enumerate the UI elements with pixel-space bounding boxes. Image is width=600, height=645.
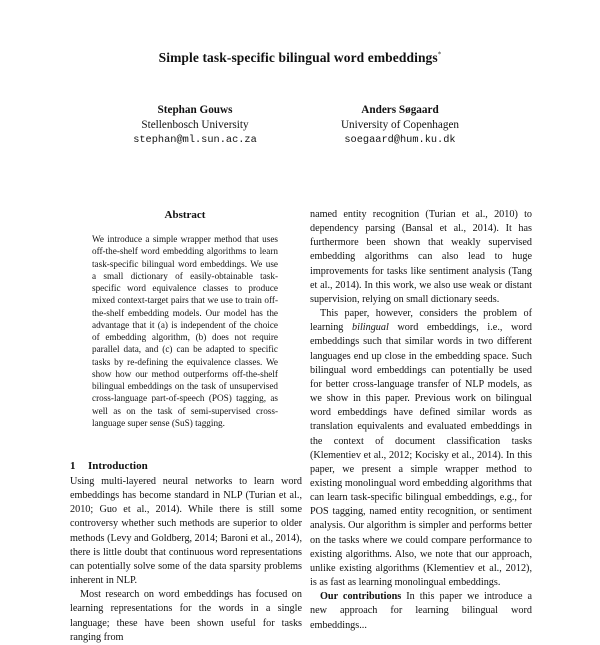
intro-paragraph: Using multi-layered neural networks to learn word embeddings has become standard in NLP (Turian et al., 2010; Guo et al., 2014). While there is still some controversy whether such methods are superior to older methods (Levy and Goldberg, 2014; Baroni et al., 2014), there is little doubt that continuous word representations can potentially solve some of the data sparsity problems inherent in NLP. (70, 476, 302, 587)
author-block-1 (95, 103, 295, 148)
author-affiliation: Stellenbosch University (141, 119, 249, 131)
text-run: In this paper we introduce a new approach for learning bilingual word embeddings... (310, 591, 533, 631)
section-heading (70, 460, 148, 472)
emphasis-text: bilingual (352, 322, 389, 334)
title-footnote-mark: * (437, 50, 442, 59)
author-affiliation: University of Copenhagen (340, 119, 460, 131)
right-column-body (310, 208, 533, 631)
author-email: soegaard@hum.ku.dk (344, 134, 456, 146)
body-paragraph: named entity recognition (Turian et al., 2010) to dependency parsing (Bansal et al., 2014). It has furthermore been shown that weakly supervised embedding algorithms can also lead to huge improvements for tasks like sentiment analysis (Tang et al., 2014). In this work, we also use weak or distant supervision, relying on small dictionary seeds. (310, 209, 532, 305)
title-text: Simple task-specific bilingual word embeddings (158, 50, 438, 65)
text-run: This paper, however, considers the problem of learning (310, 308, 532, 334)
author-email: stephan@ml.sun.ac.za (133, 134, 257, 146)
author-name: Anders Søgaard (361, 104, 439, 116)
intro-paragraph: Most research on word embeddings has focused on learning representations for the words in a single language; these have been shown useful for tasks ranging from (70, 589, 302, 643)
section-title: Introduction (88, 460, 148, 472)
left-column-body (70, 475, 302, 643)
abstract-body: We introduce a simple wrapper method that uses off-the-shelf word embedding algorithms to learn task-specific bilingual word embeddings. We use a small dictionary of easily-obtainable task-specific word equivalence classes to produce mixed context-target pairs that we use to train off-the-shelf embedding models. Our model has the advantage that it (a) is independent of the choice of embedding algorithm, (b) does not require parallel data, and (c) can be adapted to specific tasks by re-defining the equivalence classes. We show how our method outperforms off-the-shelf bilingual embeddings on the task of unsupervised cross-language part-of-speech (POS) tagging, as well as on the task of semi-supervised cross-language super sense (SuS) tagging. (92, 234, 278, 428)
author-name: Stephan Gouws (157, 104, 233, 116)
body-paragraph (310, 307, 532, 590)
abstract-heading: Abstract (164, 209, 206, 221)
text-run: word embeddings, i.e., word embeddings such that similar words in two different languages end up close in the embedding space. Such bilingual word embeddings can potentially be used for better cross-language transfer of NLP models, as we show in this paper. Previous work on bilingual word embeddings have defined similar words as translation equivalents and evaluated embeddings in the context of document classification tasks (Klementiev et al., 2012; Kocisky et al., 2014). In this paper, we present a simple wrapper method to existing monolingual word embedding algorithms that can learn task-specific bilingual embeddings, e.g., for POS tagging, named entity recognition, or sentiment analysis. Our algorithm is simpler and performs better on the tasks where we could compare performance to existing algorithms. Also, we note that our approach, unlike existing algorithms (Klementiev et al., 2012), is as fast as learning monolingual embeddings. (310, 322, 532, 589)
author-block-2 (300, 103, 500, 148)
section-number: 1 (70, 460, 76, 472)
paragraph-lead: Our contributions (320, 591, 402, 603)
body-paragraph (310, 590, 532, 632)
paper-title (0, 50, 600, 66)
